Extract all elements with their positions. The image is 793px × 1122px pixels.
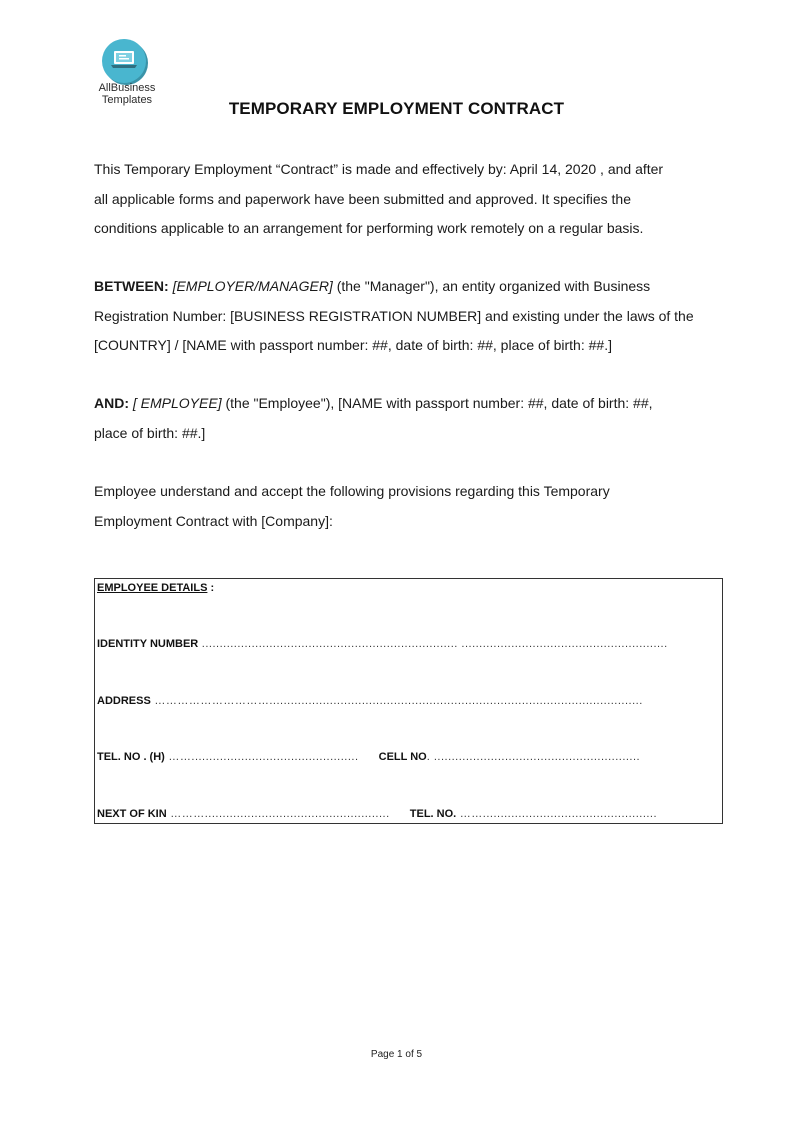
employee-placeholder: [ EMPLOYEE] bbox=[132, 395, 222, 411]
cell-no-dots: . .......................................................... bbox=[426, 751, 641, 763]
intro-line-1: This Temporary Employment “Contract” is made and effectively by: April 14, 2020 , and after bbox=[94, 161, 664, 177]
provisions-line-2: Employment Contract with [Company]: bbox=[94, 512, 333, 529]
address-dots: …………………………......................................................................................................... bbox=[150, 695, 643, 707]
laptop-icon bbox=[102, 39, 146, 83]
between-line-2: Registration Number: [BUSINESS REGISTRATION NUMBER] and existing under the laws of the bbox=[94, 307, 694, 324]
and-paragraph bbox=[94, 389, 704, 448]
and-line-1 bbox=[94, 389, 704, 419]
employer-placeholder: [EMPLOYER/MANAGER] bbox=[172, 278, 333, 294]
details-header-label: EMPLOYEE DETAILS bbox=[97, 582, 208, 594]
provisions-line-1: Employee understand and accept the following provisions regarding this Temporary bbox=[94, 483, 610, 499]
next-of-kin-label: NEXT OF KIN bbox=[97, 808, 167, 820]
address-field[interactable] bbox=[97, 695, 643, 707]
kin-tel-field[interactable] bbox=[410, 808, 657, 820]
kin-tel-dots: ……................................................. bbox=[456, 808, 658, 820]
between-label: BETWEEN: bbox=[94, 278, 169, 294]
between-paragraph bbox=[94, 272, 704, 361]
identity-number-field[interactable] bbox=[97, 638, 668, 650]
kin-tel-label: TEL. NO. bbox=[409, 808, 457, 820]
intro-paragraph bbox=[94, 155, 704, 244]
intro-line-3: conditions applicable to an arrangement for performing work remotely on a regular basis. bbox=[94, 220, 644, 236]
document-title: TEMPORARY EMPLOYMENT CONTRACT bbox=[228, 99, 565, 118]
identity-number-dots: ........................................................................ .......................................................... bbox=[198, 638, 668, 650]
details-header-colon: : bbox=[210, 582, 215, 594]
details-header bbox=[97, 582, 214, 594]
provisions-paragraph bbox=[94, 477, 704, 536]
logo-line-1: AllBusiness bbox=[98, 82, 156, 94]
telephone-row bbox=[97, 751, 640, 763]
next-of-kin-field[interactable] bbox=[97, 808, 390, 820]
employee-details-box bbox=[94, 578, 723, 824]
next-of-kin-row bbox=[97, 808, 657, 820]
between-line-3: [COUNTRY] / [NAME with passport number: ##, date of birth: ##, place of birth: ##.] bbox=[94, 337, 612, 353]
intro-line-2: all applicable forms and paperwork have been submitted and approved. It specifies the bbox=[94, 190, 631, 207]
and-line-1-rest: (the "Employee"), [NAME with passport number: ##, date of birth: ##, bbox=[221, 395, 653, 411]
tel-home-label: TEL. NO . (H) bbox=[97, 751, 165, 763]
and-label: AND: bbox=[94, 395, 129, 411]
between-line-1-rest: (the "Manager"), an entity organized with Business bbox=[332, 278, 651, 294]
identity-number-label: IDENTITY NUMBER bbox=[97, 638, 199, 650]
logo-line-2: Templates bbox=[101, 94, 153, 106]
next-of-kin-dots: ……….................................................... bbox=[166, 808, 390, 820]
cell-no-field[interactable] bbox=[379, 751, 640, 763]
tel-home-dots: ……............................................... bbox=[164, 751, 359, 763]
tel-home-field[interactable] bbox=[97, 751, 359, 763]
between-line-1 bbox=[94, 272, 704, 302]
page-number: Page 1 of 5 bbox=[370, 1049, 423, 1060]
cell-no-label: CELL NO bbox=[378, 751, 427, 763]
and-line-2: place of birth: ##.] bbox=[94, 424, 206, 441]
address-label: ADDRESS bbox=[97, 695, 151, 707]
